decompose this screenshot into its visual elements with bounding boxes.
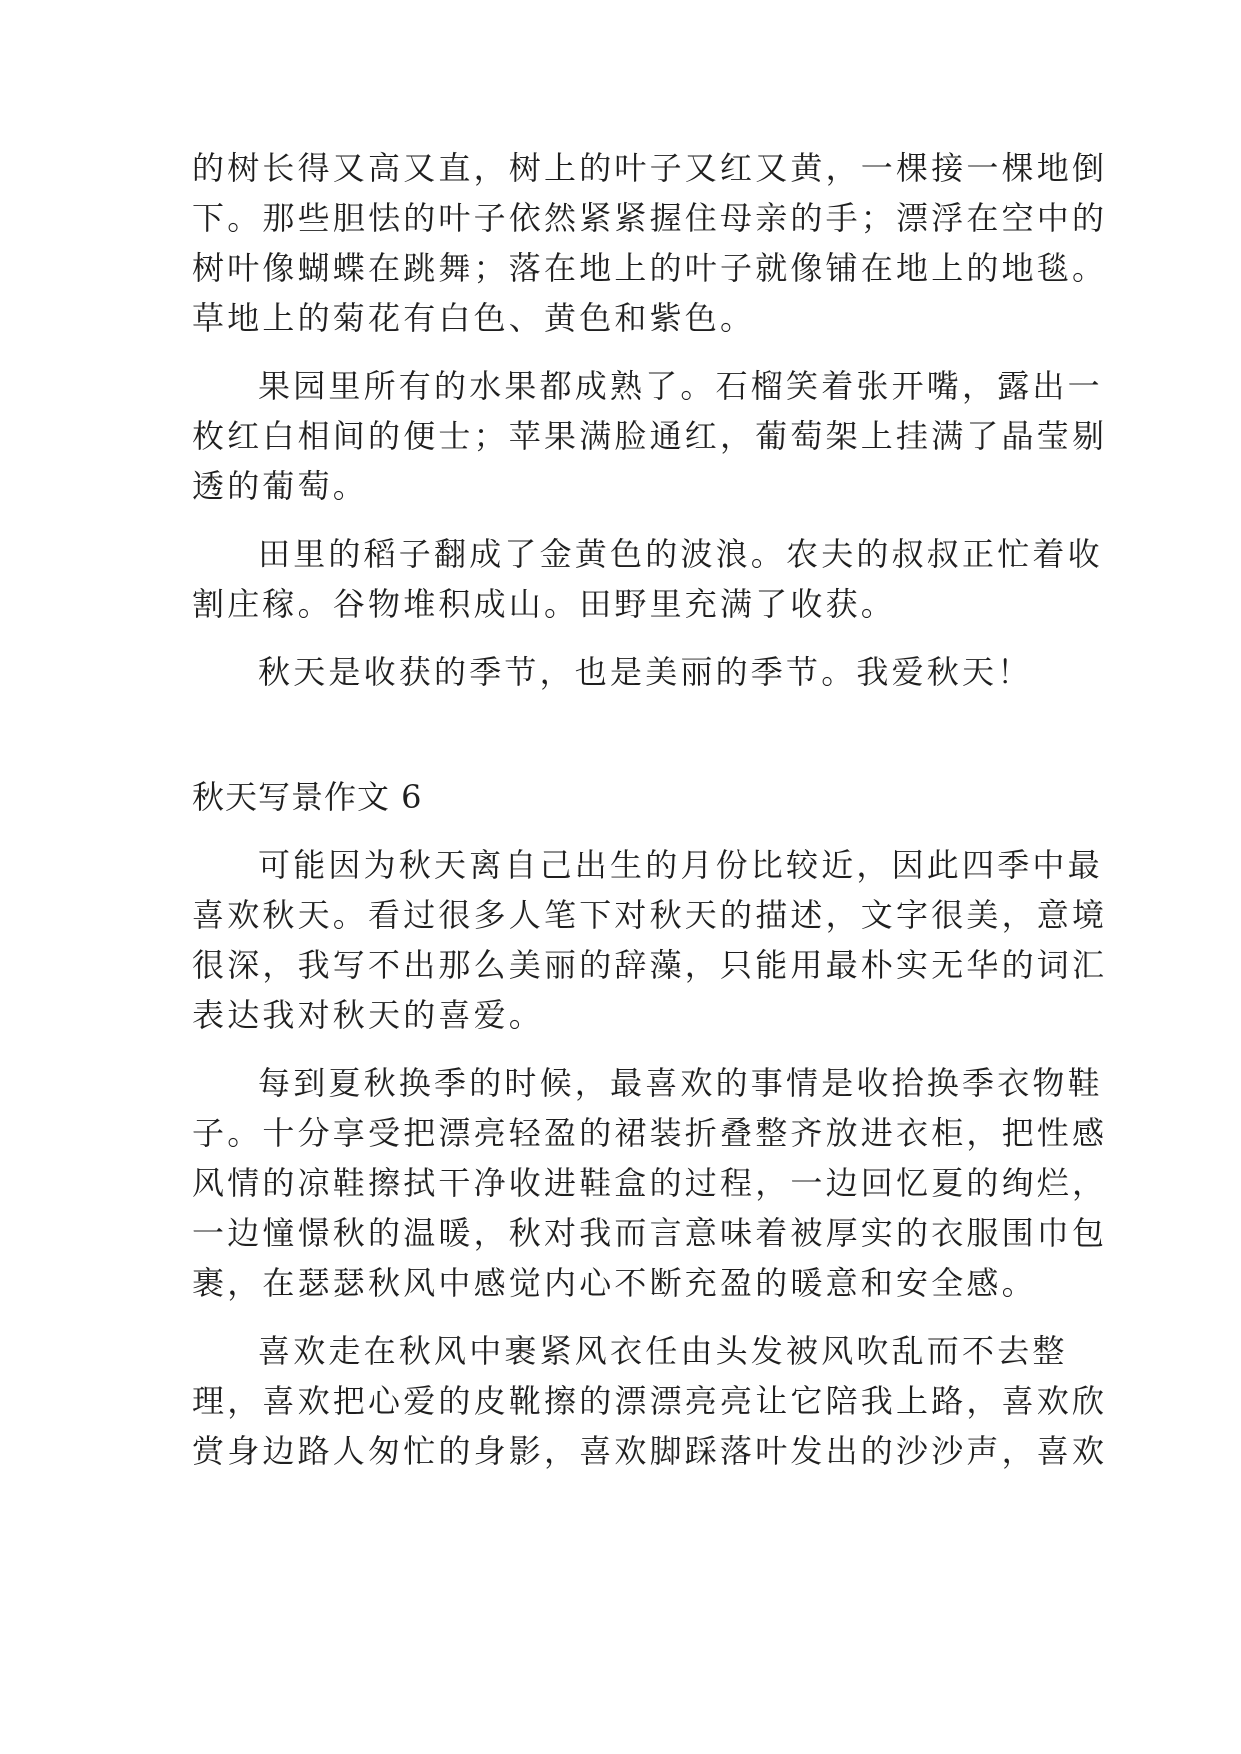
- paragraph-line: 很深，我写不出那么美丽的辞藻，只能用最朴实无华的词汇: [192, 946, 1108, 984]
- paragraph-line: 果园里所有的水果都成熟了。石榴笑着张开嘴，露出一: [258, 367, 1103, 405]
- paragraph-line: 割庄稼。谷物堆积成山。田野里充满了收获。: [192, 585, 897, 623]
- paragraph-line: 草地上的菊花有白色、黄色和紫色。: [192, 299, 756, 337]
- paragraph-line: 可能因为秋天离自己出生的月份比较近，因此四季中最: [258, 846, 1103, 884]
- paragraph-line: 喜欢走在秋风中裹紧风衣任由头发被风吹乱而不去整: [258, 1332, 1068, 1370]
- paragraph-line: 裹，在瑟瑟秋风中感觉内心不断充盈的暖意和安全感。: [192, 1264, 1037, 1302]
- section-title: 秋天写景作文 6: [192, 778, 423, 816]
- paragraph-line: 一边憧憬秋的温暖，秋对我而言意味着被厚实的衣服围巾包: [192, 1214, 1108, 1252]
- paragraph-line: 的树长得又高又直，树上的叶子又红又黄，一棵接一棵地倒: [192, 149, 1108, 187]
- paragraph-line: 赏身边路人匆忙的身影，喜欢脚踩落叶发出的沙沙声，喜欢: [192, 1432, 1108, 1470]
- paragraph-line: 风情的凉鞋擦拭干净收进鞋盒的过程，一边回忆夏的绚烂，: [192, 1164, 1108, 1202]
- paragraph-line: 子。十分享受把漂亮轻盈的裙装折叠整齐放进衣柜，把性感: [192, 1114, 1108, 1152]
- paragraph-line: 秋天是收获的季节，也是美丽的季节。我爱秋天！: [258, 653, 1033, 691]
- paragraph-line: 透的葡萄。: [192, 467, 369, 505]
- paragraph-line: 田里的稻子翻成了金黄色的波浪。农夫的叔叔正忙着收: [258, 535, 1103, 573]
- paragraph-line: 理，喜欢把心爱的皮靴擦的漂漂亮亮让它陪我上路，喜欢欣: [192, 1382, 1108, 1420]
- paragraph-line: 表达我对秋天的喜爱。: [192, 996, 545, 1034]
- paragraph-line: 树叶像蝴蝶在跳舞；落在地上的叶子就像铺在地上的地毯。: [192, 249, 1108, 287]
- paragraph-line: 下。那些胆怯的叶子依然紧紧握住母亲的手；漂浮在空中的: [192, 199, 1108, 237]
- paragraph-line: 枚红白相间的便士；苹果满脸通红，葡萄架上挂满了晶莹剔: [192, 417, 1108, 455]
- paragraph-line: 喜欢秋天。看过很多人笔下对秋天的描述，文字很美，意境: [192, 896, 1108, 934]
- paragraph-line: 每到夏秋换季的时候，最喜欢的事情是收拾换季衣物鞋: [258, 1064, 1103, 1102]
